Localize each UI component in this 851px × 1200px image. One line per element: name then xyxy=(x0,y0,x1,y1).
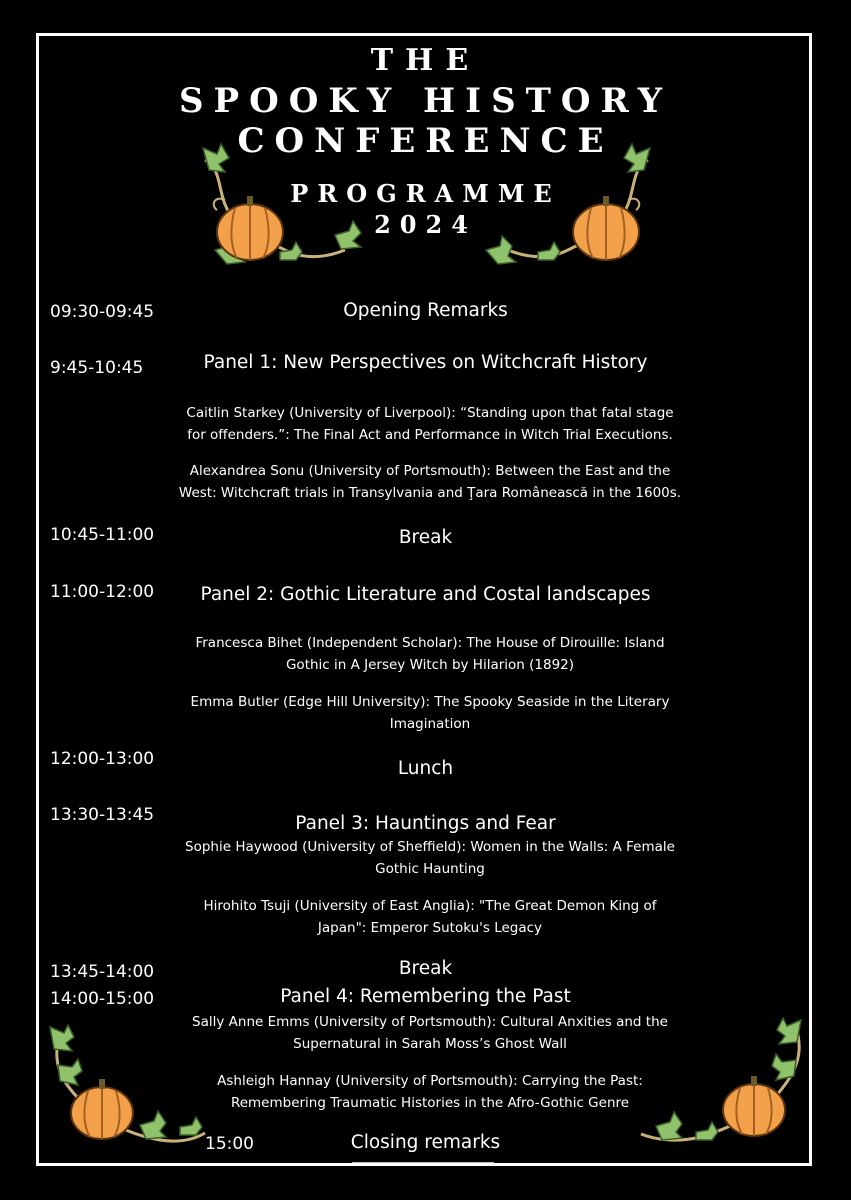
talk-line: Hirohito Tsuji (University of East Anglia): "The Great Demon King of xyxy=(203,898,657,914)
time-slot: 9:45-10:45 xyxy=(50,358,144,378)
closing-underline xyxy=(352,1162,494,1163)
talk-line: West: Witchcraft trials in Transylvania and Ţara Românească in the 1600s. xyxy=(178,485,682,501)
talk-line: Japan": Emperor Sutoku's Legacy xyxy=(317,920,543,936)
title-spooky-history: SPOOKY HISTORY xyxy=(178,81,673,121)
talk-item xyxy=(150,1011,710,1055)
talk-line: Gothic in A Jersey Witch by Hilarion (1892) xyxy=(285,657,575,673)
talk-item xyxy=(150,632,710,676)
talk-line: Caitlin Starkey (University of Liverpool): “Standing upon that fatal stage xyxy=(186,405,674,421)
title-the: THE xyxy=(370,43,481,78)
talk-line: Supernatural in Sarah Moss’s Ghost Wall xyxy=(293,1036,567,1052)
session-title: Panel 3: Hauntings and Fear xyxy=(295,813,556,834)
talk-item xyxy=(150,836,710,880)
talk-line: Emma Butler (Edge Hill University): The Spooky Seaside in the Literary xyxy=(190,694,670,710)
pumpkin-vine-icon xyxy=(195,140,375,280)
title-year: 2024 xyxy=(374,210,477,239)
session-title: Panel 2: Gothic Literature and Costal landscapes xyxy=(200,584,651,605)
talk-item xyxy=(150,895,710,939)
talk-line: Imagination xyxy=(389,716,471,732)
time-slot: 11:00-12:00 xyxy=(50,582,155,602)
talk-line: Ashleigh Hannay (University of Portsmouth): Carrying the Past: xyxy=(217,1073,643,1089)
talk-line: Gothic Haunting xyxy=(375,861,485,877)
time-slot: 14:00-15:00 xyxy=(50,989,155,1009)
session-title: Break xyxy=(398,958,453,979)
time-slot: 10:45-11:00 xyxy=(50,525,155,545)
title-programme: PROGRAMME xyxy=(290,179,561,208)
talk-line: Remembering Traumatic Histories in the Afro-Gothic Genre xyxy=(230,1095,630,1111)
time-slot: 12:00-13:00 xyxy=(50,749,155,769)
session-title: Closing remarks xyxy=(350,1132,501,1153)
talk-line: Sally Anne Emms (University of Portsmouth): Cultural Anxities and the xyxy=(192,1014,668,1030)
talk-item xyxy=(150,1070,710,1114)
talk-item xyxy=(150,460,710,504)
time-slot: 13:45-14:00 xyxy=(50,962,155,982)
title-conference: CONFERENCE xyxy=(237,121,614,161)
talk-line: for offenders.”: The Final Act and Performance in Witch Trial Executions. xyxy=(187,427,673,443)
session-title: Panel 1: New Perspectives on Witchcraft History xyxy=(203,352,648,373)
talk-line: Alexandrea Sonu (University of Portsmouth): Between the East and the xyxy=(189,463,671,479)
session-title: Break xyxy=(398,527,453,548)
talk-item xyxy=(150,691,710,735)
time-slot: 13:30-13:45 xyxy=(50,805,155,825)
session-title: Lunch xyxy=(397,758,454,779)
talk-line: Francesca Bihet (Independent Scholar): The House of Dirouille: Island xyxy=(195,635,665,651)
session-title: Panel 4: Remembering the Past xyxy=(280,986,571,1007)
time-slot: 15:00 xyxy=(205,1134,254,1154)
time-slot: 09:30-09:45 xyxy=(50,302,155,322)
talk-line: Sophie Haywood (University of Sheffield): Women in the Walls: A Female xyxy=(185,839,675,855)
session-title: Opening Remarks xyxy=(343,300,508,321)
pumpkin-vine-icon xyxy=(478,140,658,280)
talk-item xyxy=(150,402,710,446)
